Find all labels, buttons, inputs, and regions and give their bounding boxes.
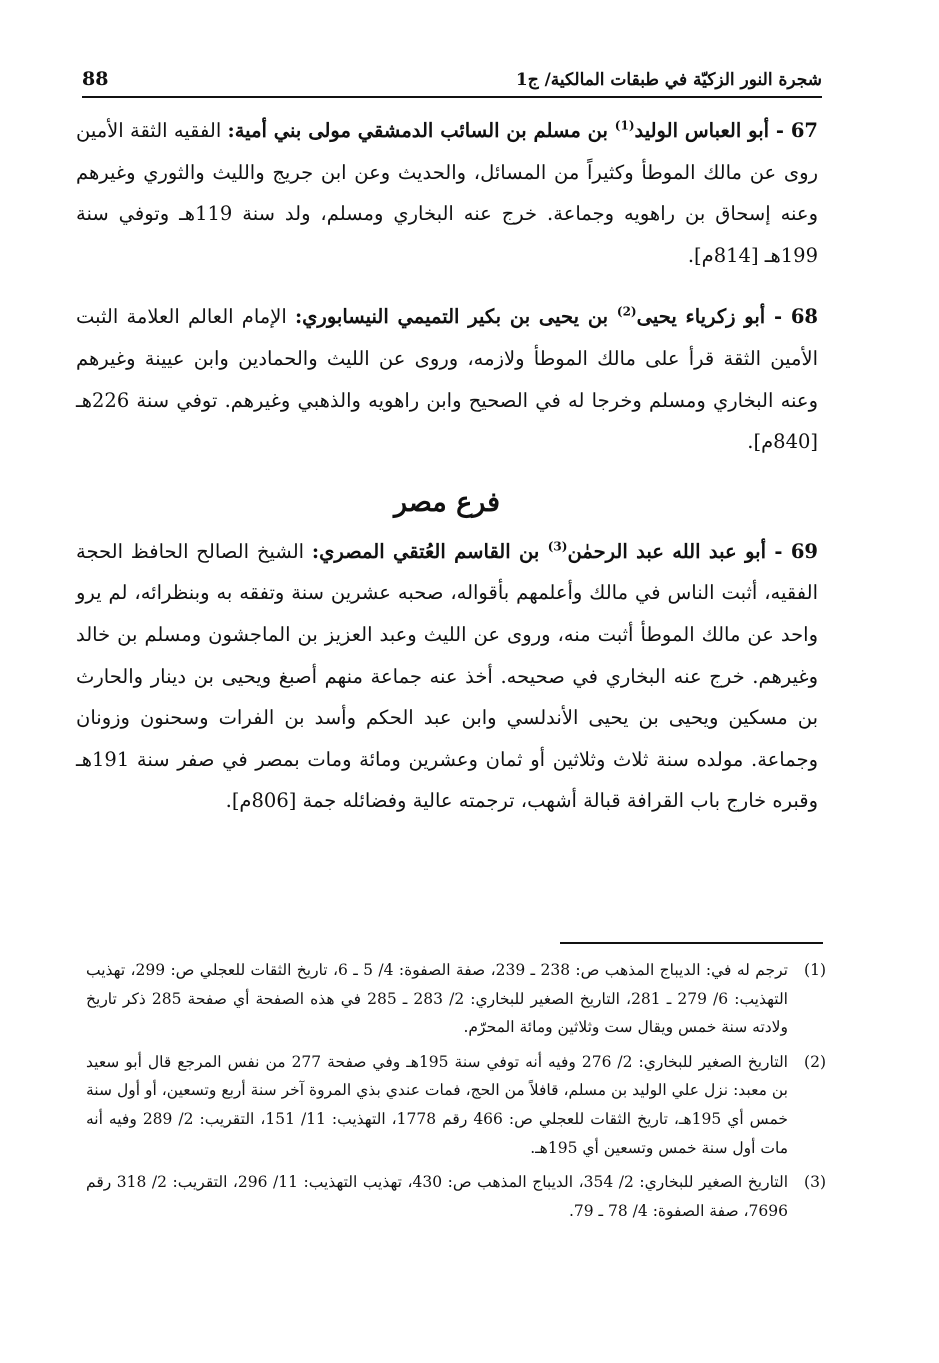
entry-body: الشيخ الصالح الحافظ الحجة الفقيه، أثبت الناس في مالك وأعلمهم بأقواله، صحبه عشرين سنة وتفقه به وبنظرائه، لم يرو واحد عن مالك الموطأ أثبت منه، وروى عن الليث وعبد العزيز بن الماجشون ومسلم بن خالد وغيرهم. خرج عنه البخاري في صحيحه. أخذ عنه جماعة منهم أصبغ ويحيى بن دينار والحارث بن مسكين ويحيى بن يحيى الأندلسي وابن عبد الحكم وأسد بن الفرات وسحنون وزونان وجماعة. مولده سنة ثلاث وثلاثين أو ثمان وعشرين ومائة ومات بمصر في صفر سنة 191هـ وقبره خارج باب القرافة قبالة أشهب، ترجمته عالية وفضائله جمة [806م]. [76,539,818,813]
entry-name-rest: بن القاسم العُتقي المصري: [311,539,548,563]
section-heading: فرع مصر [393,486,501,518]
footnote-text: التاريخ الصغير للبخاري: 2/ 354، الديباج المذهب ص: 430، تهذيب التهذيب: 11/ 296، التقريب: 2/ 318 رقم 7696، صفة الصفوة: 4/ 78 ـ 79. [86,1173,788,1220]
footnote-number: (2) [804,1052,826,1071]
entry-heading [228,119,818,142]
entry-name: 67 - أبو العباس الوليد [634,119,818,142]
page-header [82,56,822,98]
entry-name: 69 - أبو عبد الله عبد الرحمٰن [567,539,818,563]
footnote-3 [86,1168,826,1225]
entry-heading [295,305,818,328]
footnote-reference[interactable]: (1) [614,118,635,133]
biography-entry-67 [76,110,818,276]
entry-name: 68 - أبو زكرياء يحيى [636,305,818,329]
footnote-number: (3) [804,1173,826,1192]
running-title: شجرة النور الزكيّة في طبقات المالكية/ ج1 [515,70,822,90]
main-text [76,110,818,842]
entry-name-rest: بن مسلم بن السائب الدمشقي مولى بني أمية: [227,119,615,142]
footnote-text: التاريخ الصغير للبخاري: 2/ 276 وفيه أنه توفي سنة 195هـ وفي صفحة 277 من نفس المرجع قال أبو سعيد بن معبد: نزل علي الوليد بن مسلم، قافلاً من الحج، فمات عندي بذي المروة آخر سنة أربع وتسعين، أو أول سنة خمس أي 195هـ، تاريخ الثقات للعجلي ص: 466 رقم 1778، التهذيب: 11/ 151، التقريب: 2/ 289 وفيه أنه مات أول سنة خمس وتسعين أي 195هـ. [86,1052,788,1157]
footnote-reference[interactable]: (3) [547,539,568,554]
footnote-number: (1) [804,961,826,979]
page-number: 88 [82,68,109,90]
biography-entry-69 [76,531,818,822]
entry-body: الفقيه الثقة الأمين روى عن مالك الموطأ وكثيراً من المسائل، والحديث وعن ابن جريج والليث والثوري وغيرهم وعنه إسحاق بن راهويه وجماعة. خرج عنه البخاري ومسلم، ولد سنة 119هـ وتوفي سنة 199هـ [814م]. [76,119,818,267]
biography-entry-68 [76,296,818,462]
entry-heading [312,540,818,563]
entry-body: الإمام العالم العلامة الثبت الأمين الثقة قرأ على مالك الموطأ ولازمه، وروى عن الليث والحمادين وابن عيينة وغيرهم وعنه البخاري ومسلم وخرجا له في الصحيح وابن راهويه والذهبي وغيرهم. توفي سنة 226هـ [840م]. [76,305,818,454]
footnote-2 [86,1048,826,1162]
footnote-reference[interactable]: (2) [616,304,637,319]
footnote-separator [560,942,823,944]
footnote-text: ترجم له في: الديباج المذهب ص: 238 ـ 239، صفة الصفوة: 4/ 5 ـ 6، تاريخ الثقات للعجلي ص: 299، تهذيب التهذيب: 6/ 279 ـ 281، التاريخ الصغير للبخاري: 2/ 283 ـ 285 في هذه الصفحة أي صفحة 285 ذكر تاريخ ولادته سنة خمس ويقال ست وثلاثين ومائة المحرّم. [86,961,788,1037]
footnote-1 [86,956,826,1042]
entry-name-rest: بن يحيى بن بكير التميمي النيسابوري: [294,305,617,329]
footnotes [86,956,826,1231]
